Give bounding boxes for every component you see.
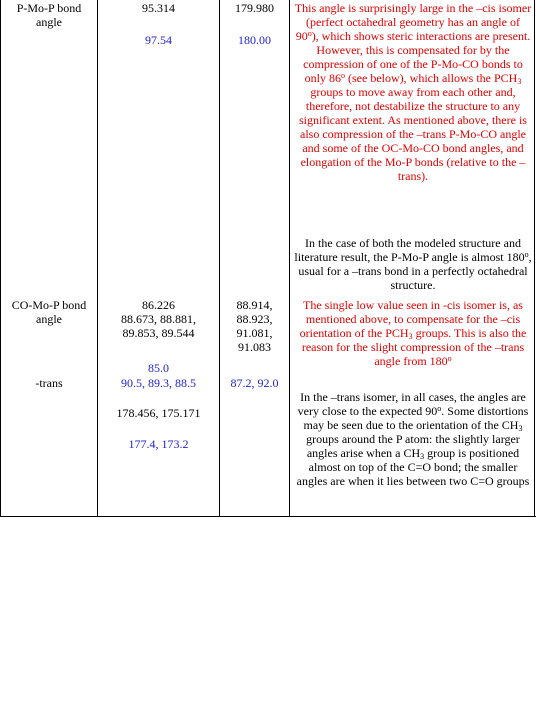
- comment-text: In the –trans isomer, in all cases, the angles are very close to the expected 90: [297, 390, 526, 418]
- degree-symbol: o: [437, 404, 442, 413]
- pmop-cis-lit: 97.54: [145, 33, 172, 47]
- comop-comment-black: [294, 390, 532, 488]
- degree-symbol: o: [524, 250, 529, 259]
- subscript-3: 3: [408, 332, 413, 341]
- subscript-3: 3: [517, 77, 522, 86]
- subscript-3: 3: [420, 452, 425, 461]
- comop-trans-values: 90.5, 89.3, 88.5: [121, 376, 196, 390]
- value-line: 86.226: [142, 298, 175, 312]
- comment-text: The single low value seen in -cis isomer is, as mentioned above, to compensate for the –cis orientation of the PCH: [299, 298, 523, 340]
- comment-text: groups to move away from each other and, therefore, not destabilize the structure to any significant extent. As mentioned above, there is also compression of the –trans P-Mo-CO angle and some of the OC-Mo-CO bond angles, and elongation of the Mo-P bonds (relative to the –trans).: [299, 85, 527, 183]
- value-line: 88.914,: [236, 298, 273, 312]
- degree-symbol: o: [307, 29, 312, 38]
- comment-text: group is positioned almost on top of the C=O bond; the smaller angles are when it lies between two C=O groups: [296, 446, 530, 488]
- column-divider-3: [289, 0, 290, 516]
- table-border-right: [534, 0, 535, 516]
- comop-comment-red: [294, 298, 532, 368]
- value-line: 89.853, 89.544: [122, 326, 195, 340]
- pmop-comment-black: [294, 236, 532, 292]
- row-label-pmop: [1, 1, 97, 29]
- comop-cis-lit: 85.0: [148, 361, 169, 375]
- row-label-comop: [1, 298, 97, 326]
- comment-text: groups. This is also the reason for the slight compression of the –trans angle from 180: [301, 326, 527, 368]
- table-border-bottom: [0, 516, 536, 517]
- pmop-trans-lit: 180.00: [238, 33, 271, 47]
- comop-trans-calc-178: 178.456, 175.171: [116, 406, 201, 420]
- column-divider-2: [219, 0, 220, 516]
- row-label-line: CO-Mo-P bond: [11, 298, 87, 312]
- comment-text: (see below), which allows the PCH: [345, 71, 518, 85]
- value-line: 91.083: [238, 340, 271, 354]
- row-label-trans: -trans: [35, 376, 63, 390]
- comment-text: In the case of both the modeled structure and literature result, the P-Mo-P angle is almost 180: [294, 236, 525, 264]
- comment-text: . Some distortions may be seen due to the orientation of the CH: [303, 404, 529, 432]
- row-label-line: angle: [36, 15, 62, 29]
- row-label-line: angle: [36, 312, 62, 326]
- pmop-cis-calc: 95.314: [142, 1, 175, 15]
- degree-symbol: o: [447, 354, 452, 363]
- comment-text: ), which shows steric interactions are present. However, this is compensated for by the compression of one of the P-Mo-CO bonds to only 86: [303, 29, 531, 85]
- pmop-comment-red: [294, 1, 532, 183]
- table-border-left: [0, 0, 1, 516]
- comop-trans-lit-177: 177.4, 173.2: [128, 437, 189, 451]
- comop-col3-calc: [220, 298, 289, 354]
- pmop-trans-calc: 179.980: [235, 1, 274, 15]
- value-line: 91.081,: [236, 326, 273, 340]
- value-line: 88.923,: [236, 312, 273, 326]
- degree-symbol: o: [341, 71, 346, 80]
- comop-cis-calc: [98, 298, 219, 340]
- row-label-line: P-Mo-P bond: [16, 1, 82, 15]
- subscript-3: 3: [518, 424, 523, 433]
- comment-text: , usual for a –trans bond in a perfectly octahedral structure.: [298, 250, 532, 292]
- value-line: 88.673, 88.881,: [121, 312, 196, 326]
- comop-col3-lit: 87.2, 92.0: [230, 376, 279, 390]
- comment-text: groups around the P atom: the slightly larger angles arise when a CH: [306, 432, 520, 460]
- comment-text: This angle is surprisingly large in the –cis isomer (perfect octahedral geometry has an angle of 90: [294, 1, 532, 43]
